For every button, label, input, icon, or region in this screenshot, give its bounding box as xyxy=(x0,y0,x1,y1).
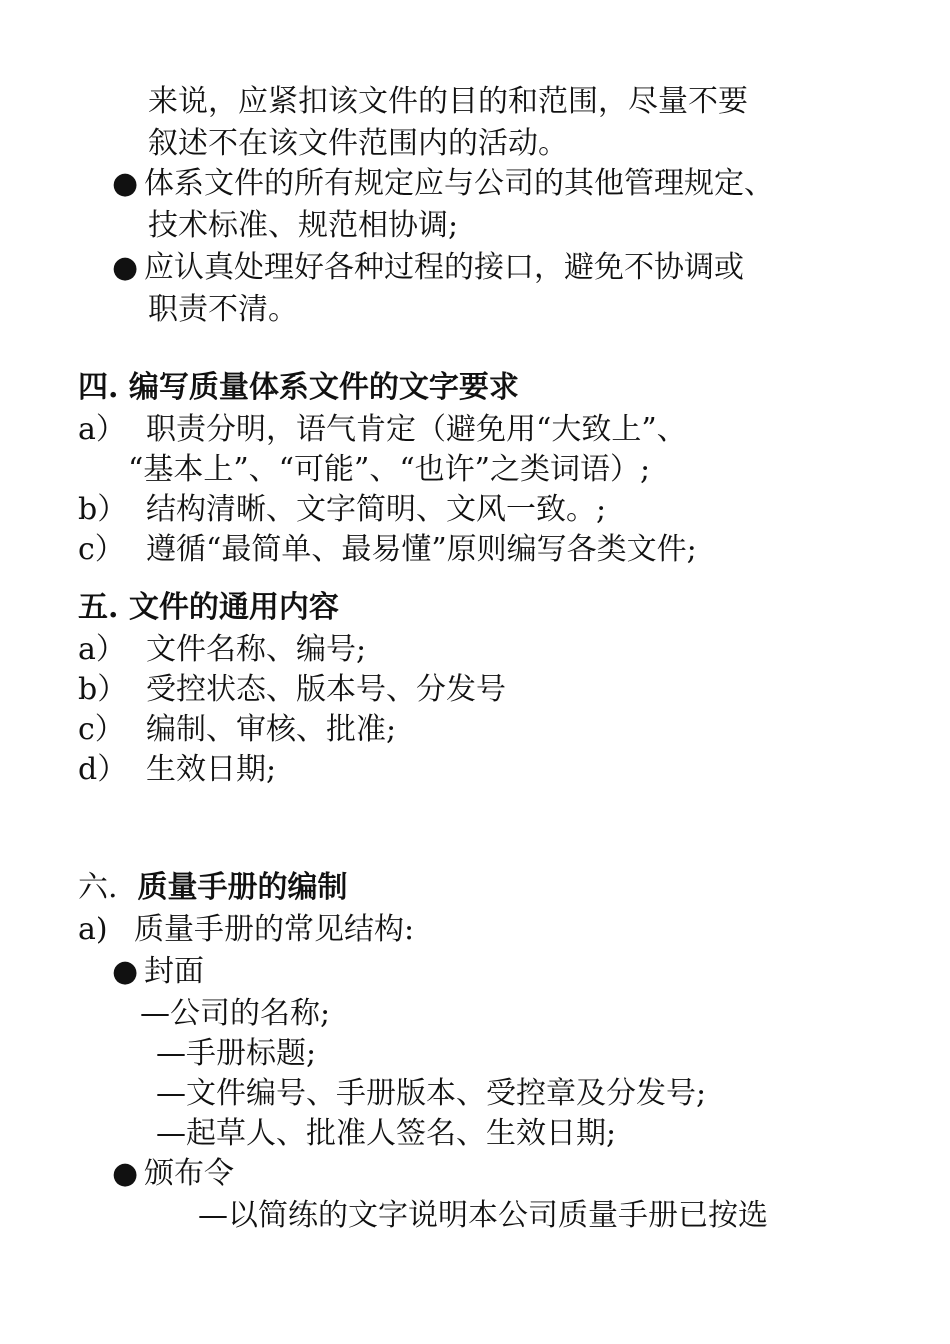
sub-item: —手册标题; xyxy=(156,1036,317,1071)
list-item xyxy=(78,630,366,670)
section-number: 六. xyxy=(78,870,118,905)
list-label: d） xyxy=(78,752,128,787)
list-text: 受控状态、版本号、分发号 xyxy=(146,672,506,707)
list-text: 生效日期; xyxy=(146,752,277,787)
list-text: 结构清晰、文字简明、文风一致。; xyxy=(146,492,607,527)
list-text: 质量手册的常见结构: xyxy=(134,912,415,947)
bullet-text: 封面 xyxy=(144,954,204,989)
sub-item: —文件编号、手册版本、受控章及分发号; xyxy=(156,1076,707,1111)
list-label: a) xyxy=(78,912,108,947)
bullet-icon: ● xyxy=(112,954,139,989)
bullet-item xyxy=(112,1154,234,1194)
list-text: 遵循“最简单、最易懂”原则编写各类文件; xyxy=(146,532,697,567)
paragraph-continuation: 来说，应紧扣该文件的目的和范围，尽量不要 xyxy=(148,84,748,119)
list-text: 编制、审核、批准; xyxy=(146,712,397,747)
section-heading xyxy=(78,868,348,908)
bullet-text: 体系文件的所有规定应与公司的其他管理规定、 xyxy=(144,166,774,201)
list-item xyxy=(78,670,506,710)
bullet-text-continuation: 技术标准、规范相协调; xyxy=(148,208,459,243)
bullet-text-continuation: 职责不清。 xyxy=(148,292,298,327)
list-label: c） xyxy=(78,532,125,567)
list-label: c） xyxy=(78,712,125,747)
bullet-item xyxy=(112,248,744,288)
list-label: a） xyxy=(78,412,126,447)
list-text: 职责分明，语气肯定（避免用“大致上”、 xyxy=(146,412,687,447)
bullet-icon: ● xyxy=(112,250,139,285)
list-label: b） xyxy=(78,672,128,707)
sub-item: —公司的名称; xyxy=(140,996,331,1031)
list-label: a） xyxy=(78,632,126,667)
section-title: 质量手册的编制 xyxy=(137,870,348,905)
list-item xyxy=(78,490,606,530)
bullet-icon: ● xyxy=(112,1156,139,1191)
bullet-item xyxy=(112,164,774,204)
bullet-text: 颁布令 xyxy=(144,1156,234,1191)
bullet-icon: ● xyxy=(112,166,139,201)
sub-item: —起草人、批准人签名、生效日期; xyxy=(156,1116,617,1151)
list-text-continuation: “基本上”、“可能”、“也许”之类词语）; xyxy=(128,452,651,487)
bullet-text: 应认真处理好各种过程的接口，避免不协调或 xyxy=(144,250,744,285)
list-item xyxy=(78,750,276,790)
section-heading: 五. 文件的通用内容 xyxy=(78,590,339,625)
list-item xyxy=(78,910,414,950)
list-item xyxy=(78,530,697,570)
list-label: b） xyxy=(78,492,128,527)
bullet-item xyxy=(112,952,204,992)
list-item xyxy=(78,710,396,750)
list-item xyxy=(78,410,687,450)
paragraph-continuation: 叙述不在该文件范围内的活动。 xyxy=(148,126,568,161)
section-heading: 四. 编写质量体系文件的文字要求 xyxy=(78,370,519,405)
list-text: 文件名称、编号; xyxy=(146,632,367,667)
sub-item: —以简练的文字说明本公司质量手册已按选 xyxy=(198,1198,768,1233)
